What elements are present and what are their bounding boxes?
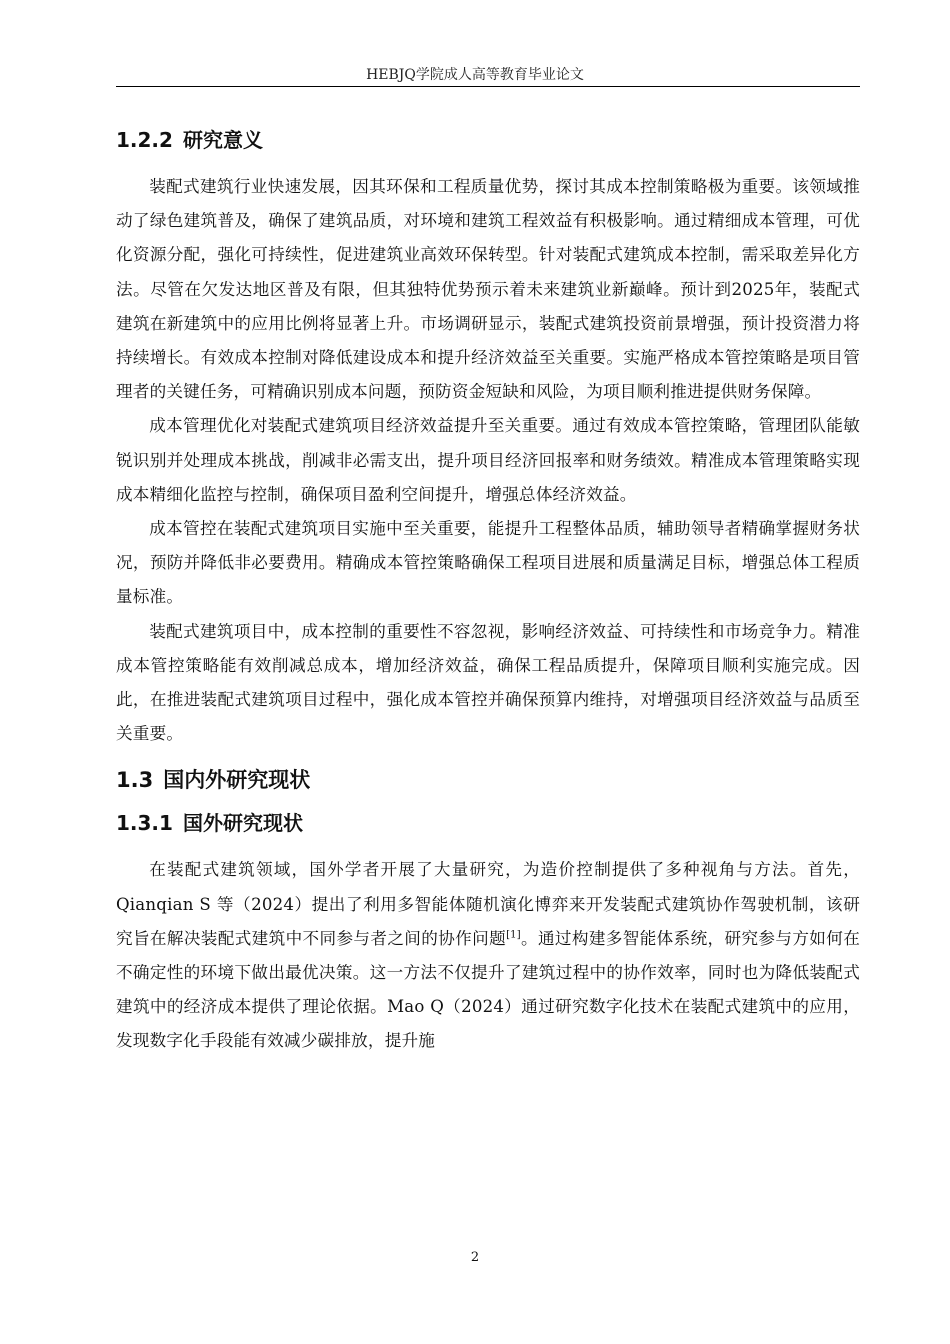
section-title: 国内外研究现状 [163,768,311,793]
paragraph-4: 装配式建筑项目中，成本控制的重要性不容忽视，影响经济效益、可持续性和市场竞争力。精准成本管控策略能有效削减总成本，增加经济效益，确保工程品质提升，保障项目顺利实施完成。因此，在推进装配式建筑项目过程中，强化成本管控并确保预算内维持，对增强项目经济效益与品质至关重要。 [116,621,860,744]
page-number: 2 [470,1250,480,1265]
paragraph-5 [116,853,860,1058]
paragraph-5-part-a: 在装配式建筑领域，国外学者开展了大量研究，为造价控制提供了多种视角与方法。首先，Qianqian S 等（2024）提出了利用多智能体随机演化博弈来开发装配式建筑协作驾驶机制，该研究旨在解决装配式建筑中不同参与者之间的协作问题 [116,860,860,948]
section-number: 1.2.2 [116,128,173,152]
section-number: 1.3.1 [116,811,173,836]
citation-ref[interactable]: [1] [506,929,521,941]
page-body [116,124,860,1059]
running-header: HEBJQ学院成人高等教育毕业论文 [366,67,584,83]
paragraph-3: 成本管控在装配式建筑项目实施中至关重要，能提升工程整体品质，辅助领导者精确掌握财务状况，预防并降低非必要费用。精确成本管控策略确保工程项目进展和质量满足目标，增强总体工程质量标准。 [116,519,860,607]
section-title: 国外研究现状 [182,811,303,836]
section-number: 1.3 [116,768,154,793]
paragraph-2: 成本管理优化对装配式建筑项目经济效益提升至关重要。通过有效成本管控策略，管理团队能敏锐识别并处理成本挑战，削减非必需支出，提升项目经济回报率和财务绩效。精准成本管理策略实现成本精细化监控与控制，确保项目盈利空间提升，增强总体经济效益。 [116,416,860,504]
section-title: 研究意义 [182,128,263,152]
section-heading-1-3-1 [116,807,860,839]
section-heading-1-2-2 [116,124,860,156]
section-heading-1-3 [116,763,860,797]
paragraph-1: 装配式建筑行业快速发展，因其环保和工程质量优势，探讨其成本控制策略极为重要。该领域推动了绿色建筑普及，确保了建筑品质，对环境和建筑工程效益有积极影响。通过精细成本管理，可优化资源分配，强化可持续性，促进建筑业高效环保转型。针对装配式建筑成本控制，需采取差异化方法。尽管在欠发达地区普及有限，但其独特优势预示着未来建筑业新巅峰。预计到2025年，装配式建筑在新建筑中的应用比例将显著上升。市场调研显示，装配式建筑投资前景增强，预计投资潜力将持续增长。有效成本控制对降低建设成本和提升经济效益至关重要。实施严格成本管控策略是项目管理者的关键任务，可精确识别成本问题，预防资金短缺和风险，为项目顺利推进提供财务保障。 [116,177,860,402]
header-rule [116,86,860,87]
paragraph-5-part-b: 。通过构建多智能体系统，研究参与方如何在不确定性的环境下做出最优决策。这一方法不仅提升了建筑过程中的协作效率，同时也为降低装配式建筑中的经济成本提供了理论依据。Mao Q（2024）通过研究数字化技术在装配式建筑中的应用，发现数字化手段能有效减少碳排放，提升施 [116,928,861,1051]
